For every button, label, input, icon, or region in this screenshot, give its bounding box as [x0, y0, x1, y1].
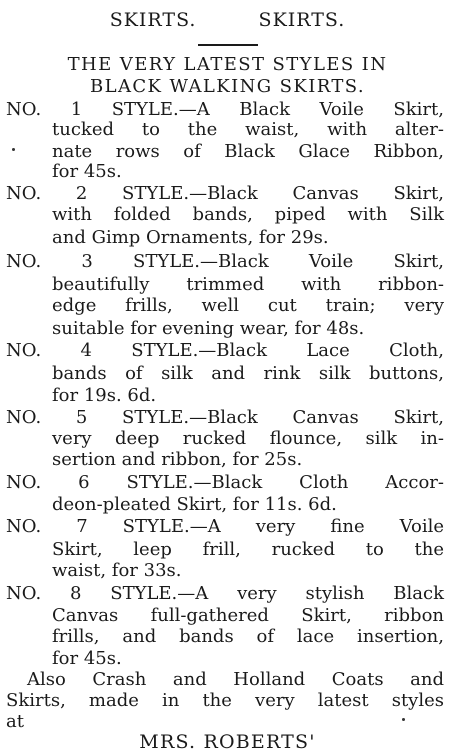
style-line: NO. 7 STYLE.—A very fine Voile [6, 516, 444, 537]
style-line: with folded bands, piped with Silk [52, 204, 444, 225]
closing-line: Also Crash and Holland Coats and [27, 669, 444, 690]
style-line: waist, for 33s. [52, 560, 182, 581]
style-line: NO. 1 STYLE.—A Black Voile Skirt, [6, 99, 444, 120]
ad-heading [0, 9, 455, 31]
heading-left: SKIRTS. [109, 9, 197, 31]
style-line: Skirt, leep frill, rucked to the [52, 539, 444, 560]
closing-line: Skirts, made in the very latest styles [6, 690, 444, 711]
subheading-line-2: BLACK WALKING SKIRTS. [89, 76, 366, 97]
closing-line: at [6, 711, 24, 732]
style-line: and Gimp Ornaments, for 29s. [52, 227, 329, 248]
style-line: Canvas full-gathered Skirt, ribbon [52, 605, 444, 626]
style-line: NO. 4 STYLE.—Black Lace Cloth, [6, 340, 444, 361]
style-line: frills, and bands of lace insertion, [52, 626, 444, 647]
style-line: NO. 5 STYLE.—Black Canvas Skirt, [6, 407, 444, 428]
style-line: for 45s. [52, 648, 122, 669]
style-line: NO. 3 STYLE.—Black Voile Skirt, [6, 251, 444, 272]
heading-divider [198, 44, 258, 46]
style-line: NO. 8 STYLE.—A very stylish Black [6, 583, 444, 604]
style-line: nate rows of Black Glace Ribbon, [52, 141, 444, 162]
style-line: for 19s. 6d. [52, 385, 157, 406]
style-line: edge frills, well cut train; very [52, 295, 444, 316]
heading-right: SKIRTS. [258, 9, 346, 31]
style-line: deon-pleated Skirt, for 11s. 6d. [52, 494, 337, 515]
style-line: tucked to the waist, with alter- [52, 119, 444, 140]
style-line: NO. 6 STYLE.—Black Cloth Accor- [6, 472, 444, 493]
style-line: suitable for evening wear, for 48s. [52, 318, 365, 339]
style-line: NO. 2 STYLE.—Black Canvas Skirt, [6, 183, 444, 204]
print-speck [12, 148, 15, 151]
store-name: MRS. ROBERTS' [139, 731, 316, 753]
style-line: bands of silk and rink silk buttons, [52, 363, 444, 384]
style-line: sertion and ribbon, for 25s. [52, 449, 303, 470]
subheading-line-1: THE VERY LATEST STYLES IN [67, 54, 388, 75]
style-line: very deep rucked flounce, silk in- [52, 428, 444, 449]
style-line: beautifully trimmed with ribbon- [52, 274, 444, 295]
print-speck [402, 718, 405, 721]
style-line: for 45s. [52, 161, 122, 182]
